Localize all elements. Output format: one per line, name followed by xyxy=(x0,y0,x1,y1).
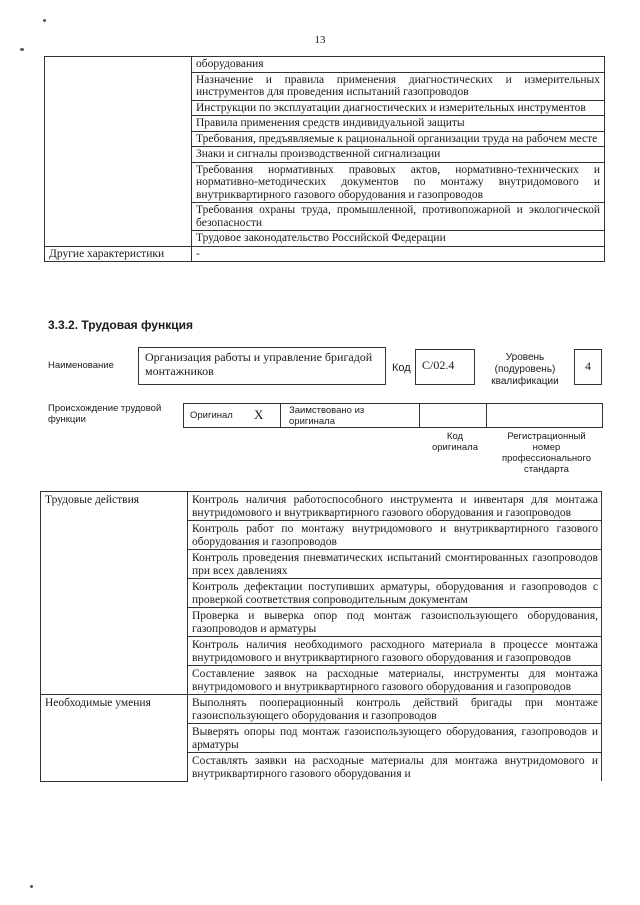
qualification-level: 4 xyxy=(574,349,602,385)
scan-speck xyxy=(20,48,24,51)
section-title: 3.3.2. Трудовая функция xyxy=(48,318,193,332)
borrowed-label: Заимствовано из оригинала xyxy=(289,405,365,427)
labor-function-table xyxy=(40,491,602,782)
table-row: Составление заявок на расходные материалы, инструменты для монтажа внутридомового и внутриквартирного газового оборудования и газопроводов xyxy=(188,666,602,695)
level-label: Уровень (подуровень) квалификации xyxy=(491,352,559,387)
page-number: 13 xyxy=(314,34,326,46)
table-row: Контроль наличия работоспособного инструмента и инвентаря для монтажа внутридомового и внутриквартирного газового оборудования и газопроводов xyxy=(188,492,602,521)
name-label: Наименование xyxy=(48,360,114,371)
table-row: Контроль проведения пневматических испытаний смонтированных газопроводов при всех давлениях xyxy=(188,550,602,579)
reg-number-box xyxy=(486,403,603,428)
scan-speck xyxy=(30,885,33,888)
code-original-label: Код оригинала xyxy=(431,431,478,453)
empty-label-cell xyxy=(45,57,192,247)
borrowed-cell xyxy=(280,403,420,428)
table-row: Назначение и правила применения диагностических и измерительных инструментов для проведения испытаний газопроводов xyxy=(192,72,605,100)
original-label: Оригинал xyxy=(190,410,233,421)
table-row: оборудования xyxy=(192,57,605,73)
group-label: Необходимые умения xyxy=(41,695,188,782)
table-row: Требования нормативных правовых актов, нормативно-технических и нормативно-методических документов по монтажу внутридомового и внутриквартирного газового оборудования и газопроводов xyxy=(192,162,605,203)
table-row: Контроль работ по монтажу внутридомового и внутриквартирного газового оборудования и газопроводов xyxy=(188,521,602,550)
code-label: Код xyxy=(392,362,411,374)
reg-number-label: Регистрационный номер профессионального стандарта xyxy=(502,431,591,475)
original-cell xyxy=(183,403,281,428)
table-row: Правила применения средств индивидуальной защиты xyxy=(192,116,605,132)
origin-label: Происхождение трудовой функции xyxy=(48,403,162,425)
table-row: Проверка и выверка опор под монтаж газоиспользующего оборудования, газопроводов и арматуры xyxy=(188,608,602,637)
table-row: Составлять заявки на расходные материалы для монтажа внутридомового и внутриквартирного газового оборудования и xyxy=(188,753,602,782)
table-row: Выверять опоры под монтаж газоиспользующего оборудования, газопроводов и арматуры xyxy=(188,724,602,753)
original-mark: X xyxy=(254,407,264,422)
function-name: Организация работы и управление бригадой монтажников xyxy=(138,347,386,385)
table-row: Знаки и сигналы производственной сигнализации xyxy=(192,147,605,163)
requirements-table xyxy=(44,56,605,262)
table-row: Контроль наличия необходимого расходного материала в процессе монтажа внутридомового и внутриквартирного газового оборудования и газопроводов xyxy=(188,637,602,666)
table-row: Инструкции по эксплуатации диагностических и измерительных инструментов xyxy=(192,100,605,116)
table-row: Контроль дефектации поступивших арматуры, оборудования и газопроводов с проверкой соответствия сопроводительным документам xyxy=(188,579,602,608)
other-characteristics-value: - xyxy=(192,246,605,262)
other-characteristics-label: Другие характеристики xyxy=(45,246,192,262)
table-row: Требования, предъявляемые к рациональной организации труда на рабочем месте xyxy=(192,131,605,147)
table-row: Трудовое законодательство Российской Федерации xyxy=(192,231,605,247)
group-label: Трудовые действия xyxy=(41,492,188,695)
table-row: Требования охраны труда, промышленной, противопожарной и экологической безопасности xyxy=(192,203,605,231)
function-code: C/02.4 xyxy=(415,349,475,385)
scan-speck xyxy=(43,19,46,22)
code-original-box xyxy=(419,403,487,428)
table-row: Выполнять пооперационный контроль действий бригады при монтаже газоиспользующего оборудования и газопроводов xyxy=(188,695,602,724)
